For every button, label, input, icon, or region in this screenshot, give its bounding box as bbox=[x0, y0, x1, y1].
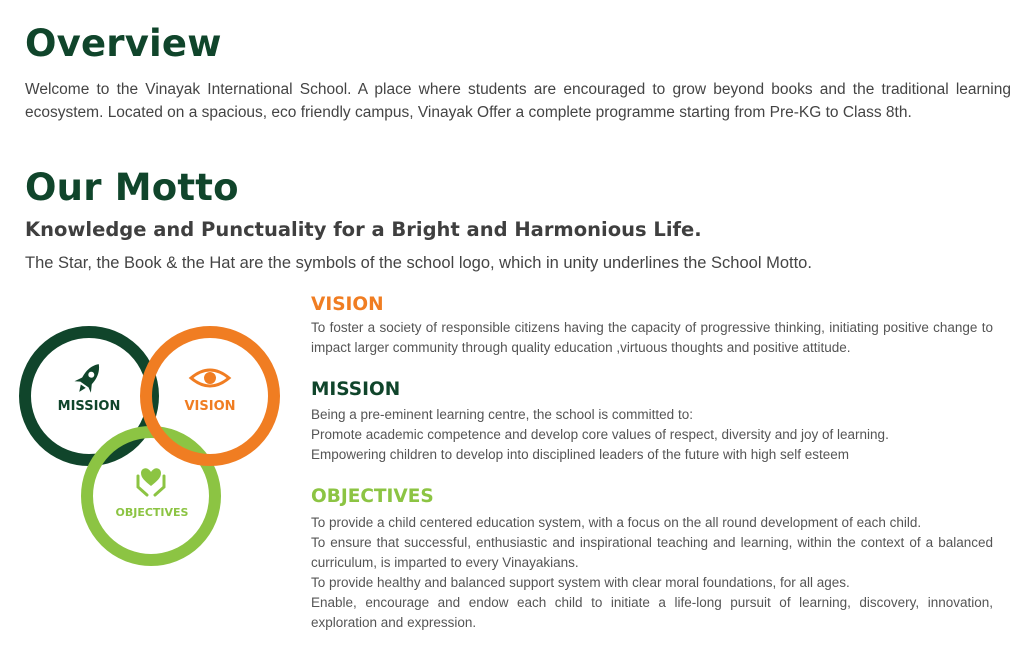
objectives-line: Enable, encourage and endow each child to initiate a life-long pursuit of learning, discovery, innovation, exploration and expression. bbox=[311, 595, 993, 630]
objectives-title: OBJECTIVES bbox=[311, 486, 434, 507]
eye-icon bbox=[191, 370, 229, 386]
motto-title: Our Motto bbox=[25, 166, 239, 209]
overview-title: Overview bbox=[25, 22, 222, 65]
heart-hands-icon bbox=[138, 468, 164, 495]
mission-body bbox=[311, 405, 993, 465]
objectives-circle bbox=[87, 432, 215, 560]
mission-title: MISSION bbox=[311, 379, 401, 400]
vision-line: To foster a society of responsible citizens having the capacity of progressive thinking, initiating positive change to impact larger community through quality education ,virtuous thoughts and positive attitude. bbox=[311, 320, 993, 355]
vision-label: VISION bbox=[184, 399, 236, 414]
vision-body bbox=[311, 318, 993, 358]
motto-tagline: Knowledge and Punctuality for a Bright and Harmonious Life. bbox=[25, 218, 702, 241]
motto-description: The Star, the Book & the Hat are the symbols of the school logo, which in unity underlines the School Motto. bbox=[25, 254, 812, 272]
objectives-body bbox=[311, 513, 993, 633]
mission-circle bbox=[25, 332, 153, 460]
mission-line: Promote academic competence and develop core values of respect, diversity and joy of learning. bbox=[311, 427, 889, 442]
vision-circle bbox=[146, 332, 274, 460]
overview-text: Welcome to the Vinayak International School. A place where students are encouraged to grow beyond books and the traditional learning ecosystem. Located on a spacious, eco friendly campus, Vinayak Offer a complete programme starting from Pre-KG to Class 8th. bbox=[25, 81, 1011, 121]
mission-line: Being a pre-eminent learning centre, the school is committed to: bbox=[311, 407, 693, 422]
rocket-icon bbox=[71, 358, 107, 397]
vision-title: VISION bbox=[311, 294, 384, 315]
objectives-label: OBJECTIVES bbox=[115, 506, 189, 519]
vision-mission-objectives-diagram bbox=[0, 300, 300, 590]
objectives-line: To ensure that successful, enthusiastic and inspirational teaching and learning, within the context of a balanced curriculum, is imparted to every Vinayakians. bbox=[311, 535, 993, 570]
objectives-line: To provide healthy and balanced support system with clear moral foundations, for all ages. bbox=[311, 575, 850, 590]
mission-line: Empowering children to develop into disciplined leaders of the future with high self esteem bbox=[311, 447, 850, 462]
mission-label: MISSION bbox=[57, 399, 121, 414]
objectives-line: To provide a child centered education system, with a focus on the all round development of each child. bbox=[311, 515, 922, 530]
